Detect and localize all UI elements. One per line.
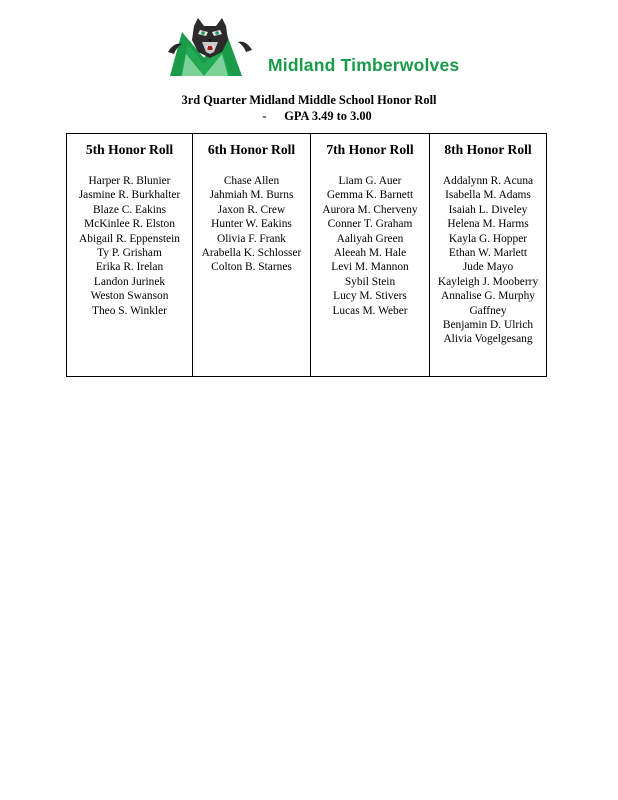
student-name: Alivia Vogelgesang xyxy=(443,333,533,346)
name-list xyxy=(193,174,310,275)
student-name: Weston Swanson xyxy=(90,290,169,303)
student-name: Aurora M. Cherveny xyxy=(322,203,418,216)
student-name: Annalise G. Murphy xyxy=(441,290,535,303)
student-name: Jude Mayo xyxy=(462,261,514,274)
student-name: Ty P. Grisham xyxy=(97,247,162,260)
student-name: Ethan W. Marlett xyxy=(448,247,528,260)
student-name: Jasmine R. Burkhalter xyxy=(78,189,181,202)
student-name: Olivia F. Frank xyxy=(216,232,286,245)
grade-6-column xyxy=(193,134,311,376)
student-name: McKinlee R. Elston xyxy=(84,218,175,231)
student-name: Theo S. Winkler xyxy=(92,304,167,317)
student-name: Abigail R. Eppenstein xyxy=(79,232,180,245)
student-name: Chase Allen xyxy=(223,175,280,187)
student-name: Isaiah L. Diveley xyxy=(448,203,528,216)
student-name: Benjamin D. Ulrich xyxy=(442,319,534,332)
column-title: 5th Honor Roll xyxy=(85,142,174,157)
grade-7-column xyxy=(311,134,430,376)
student-name: Helena M. Harms xyxy=(447,218,529,231)
page-title: 3rd Quarter Midland Middle School Honor Roll xyxy=(181,93,437,107)
student-name: Kayla G. Hopper xyxy=(448,232,528,245)
student-name: Conner T. Graham xyxy=(327,218,413,231)
gpa-range: GPA 3.49 to 3.00 xyxy=(284,109,372,123)
student-name: Lucy M. Stivers xyxy=(333,290,407,303)
name-list xyxy=(67,174,192,318)
student-name: Gaffney xyxy=(469,304,507,317)
column-title: 7th Honor Roll xyxy=(326,142,414,157)
student-name: Harper R. Blunier xyxy=(88,175,171,187)
student-name: Jaxon R. Crew xyxy=(217,203,286,216)
column-title: 8th Honor Roll xyxy=(444,142,532,157)
grade-5-column xyxy=(67,134,193,376)
student-name: Addalynn R. Acuna xyxy=(442,175,534,187)
student-name: Sybil Stein xyxy=(344,275,396,288)
student-name: Gemma K. Barnett xyxy=(326,189,414,202)
student-name: Liam G. Auer xyxy=(338,175,402,187)
student-name: Arabella K. Schlosser xyxy=(201,247,302,260)
student-name: Lucas M. Weber xyxy=(332,304,408,317)
name-list xyxy=(430,174,546,347)
student-name: Hunter W. Eakins xyxy=(211,218,292,231)
student-name: Jahmiah M. Burns xyxy=(209,189,294,202)
logo-text: Midland Timberwolves xyxy=(268,55,460,75)
grade-8-column xyxy=(430,134,546,376)
student-name: Isabella M. Adams xyxy=(445,189,531,202)
gpa-range-line xyxy=(0,108,618,124)
column-title: 6th Honor Roll xyxy=(207,142,296,157)
student-name: Aaliyah Green xyxy=(336,232,404,245)
student-name: Kayleigh J. Mooberry xyxy=(437,275,539,288)
student-name: Erika R. Irelan xyxy=(95,261,164,274)
school-logo xyxy=(168,18,468,82)
name-list xyxy=(311,174,429,318)
student-name: Aleeah M. Hale xyxy=(333,247,407,260)
honor-roll-heading xyxy=(0,92,618,124)
student-name: Levi M. Mannon xyxy=(331,261,409,274)
student-name: Landon Jurinek xyxy=(93,275,166,288)
student-name: Colton B. Starnes xyxy=(211,261,292,274)
student-name: Blaze C. Eakins xyxy=(92,203,167,216)
bullet-dash: - xyxy=(262,109,267,123)
honor-roll-table xyxy=(66,133,547,377)
